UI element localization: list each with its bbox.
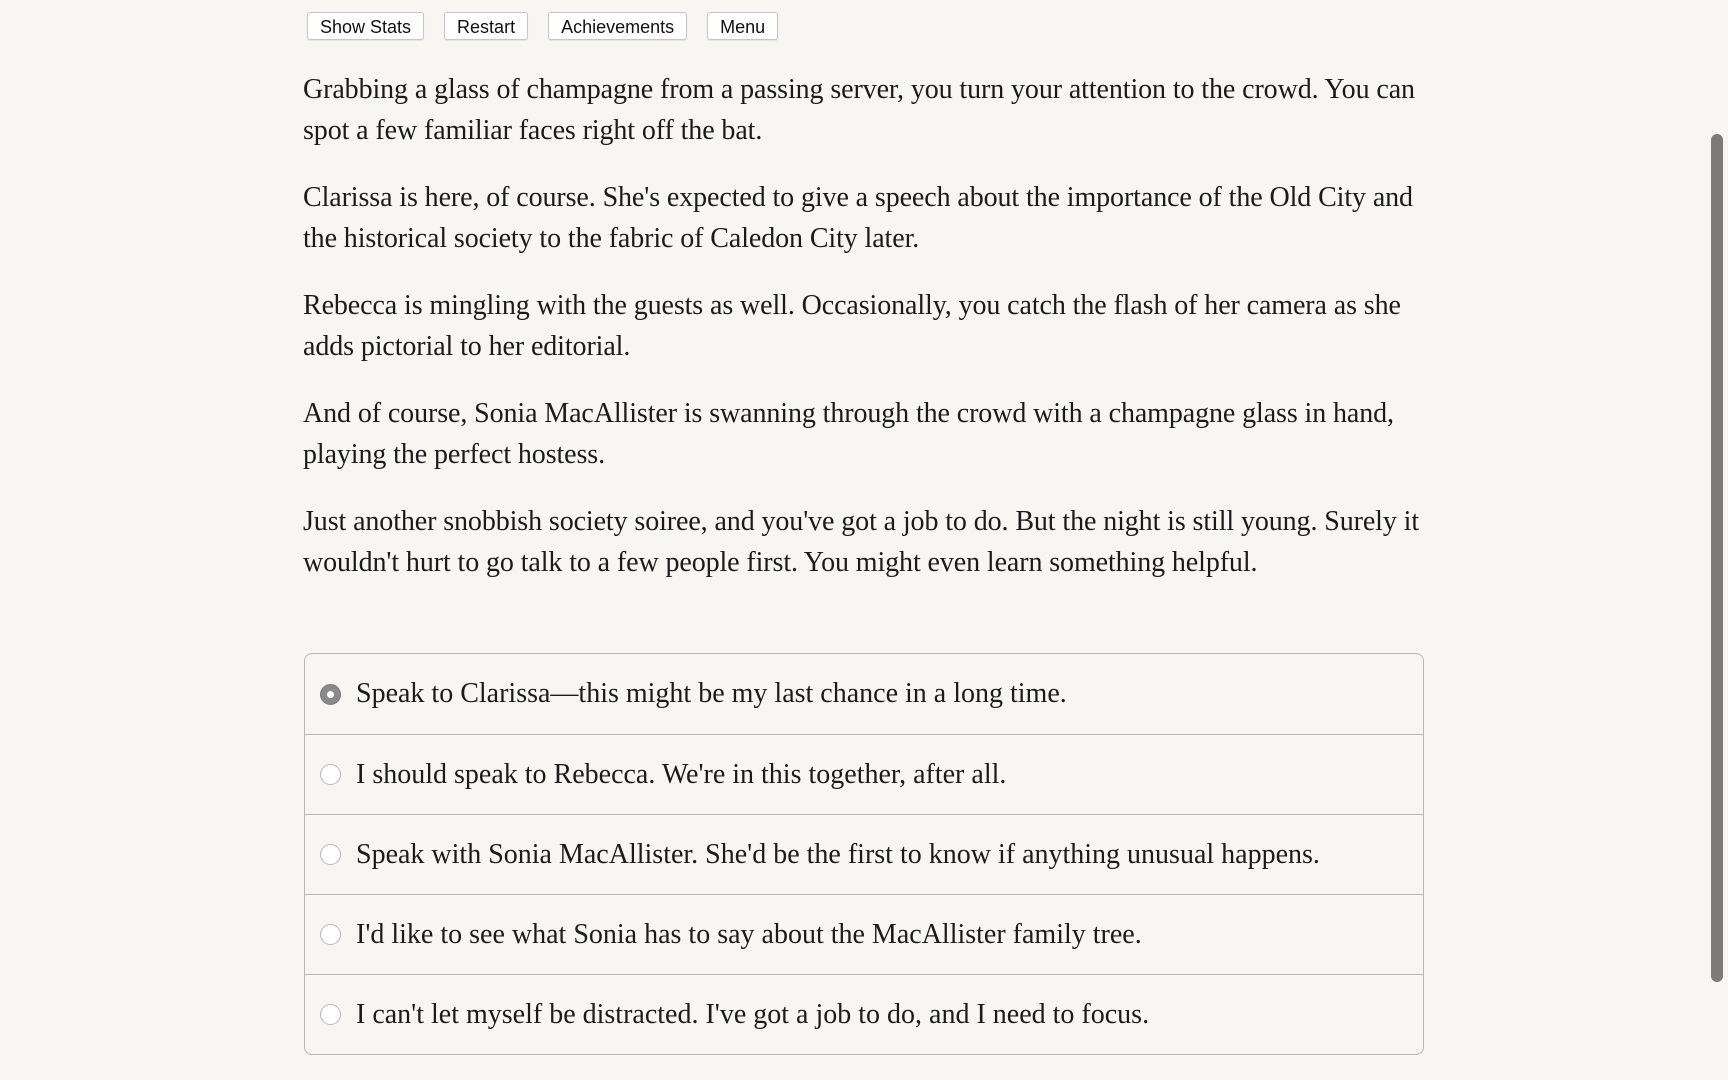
choice-label: I should speak to Rebecca. We're in this together, after all. [356, 758, 1007, 790]
choice-label: Speak with Sonia MacAllister. She'd be the first to know if anything unusual happens. [356, 838, 1320, 870]
choice-list [304, 653, 1424, 1055]
story-paragraph: Grabbing a glass of champagne from a passing server, you turn your attention to the crowd. You can spot a few familiar faces right off the bat. [303, 74, 1415, 146]
choice-option[interactable] [305, 894, 1423, 974]
radio-button-icon[interactable] [320, 924, 341, 945]
choice-label: I can't let myself be distracted. I've got a job to do, and I need to focus. [356, 998, 1150, 1030]
radio-button-icon[interactable] [320, 764, 341, 785]
choice-option[interactable] [305, 734, 1423, 814]
story-paragraph: And of course, Sonia MacAllister is swanning through the crowd with a champagne glass in hand, playing the perfect hostess. [303, 398, 1394, 470]
story-paragraph: Rebecca is mingling with the guests as well. Occasionally, you catch the flash of her camera as she adds pictorial to her editorial. [303, 290, 1401, 362]
choice-option[interactable] [305, 814, 1423, 894]
menu-button[interactable]: Menu [707, 12, 778, 40]
choice-label: I'd like to see what Sonia has to say about the MacAllister family tree. [356, 918, 1142, 950]
toolbar [307, 12, 778, 40]
achievements-button[interactable]: Achievements [548, 12, 687, 40]
show-stats-button[interactable]: Show Stats [307, 12, 424, 40]
story-text [303, 70, 1423, 610]
choice-label: Speak to Clarissa—this might be my last chance in a long time. [356, 678, 1067, 709]
radio-button-icon[interactable] [320, 1004, 341, 1025]
vertical-scrollbar[interactable] [1711, 134, 1723, 982]
choice-option[interactable] [305, 654, 1423, 734]
restart-button[interactable]: Restart [444, 12, 528, 40]
choice-option[interactable] [305, 974, 1423, 1054]
radio-button-icon[interactable] [320, 844, 341, 865]
story-paragraph: Clarissa is here, of course. She's expected to give a speech about the importance of the Old City and the historical society to the fabric of Caledon City later. [303, 182, 1413, 254]
story-paragraph: Just another snobbish society soiree, and you've got a job to do. But the night is still young. Surely it wouldn't hurt to go talk to a few people first. You might even learn something helpful. [303, 506, 1420, 578]
radio-button-icon[interactable] [320, 684, 341, 705]
